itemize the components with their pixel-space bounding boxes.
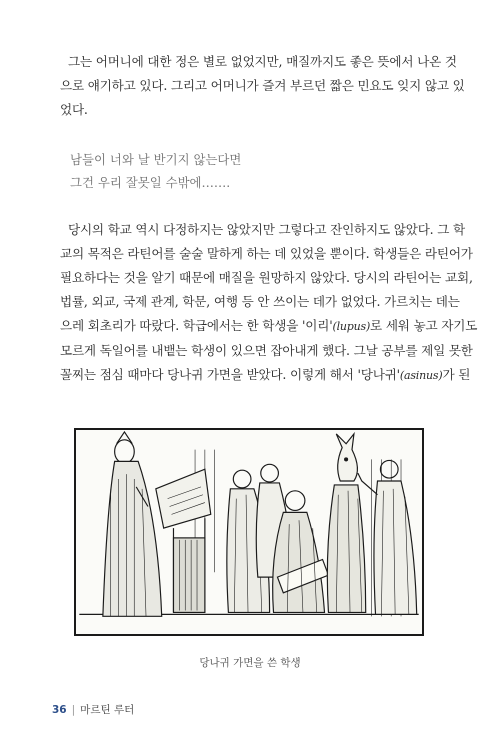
figure-caption: 당나귀 가면을 쓴 학생 bbox=[199, 657, 301, 669]
text-line bbox=[60, 314, 478, 339]
text-line: 교의 목적은 라틴어를 술술 말하게 하는 데 있었을 뿐이다. 학생들은 라틴어가 bbox=[60, 246, 473, 261]
paragraph-school bbox=[60, 218, 478, 388]
page-number: 36 bbox=[52, 704, 67, 716]
text-segment: 꼴찌는 점심 때마다 당나귀 가면을 받았다. 이렇게 해서 bbox=[60, 367, 354, 382]
text-line: 필요하다는 것을 알기 때문에 매질을 원망하지 않았다. 당시의 라틴어는 교회, bbox=[60, 270, 473, 285]
text-line: 그는 어머니에 대한 정은 별로 없었지만, 매질까지도 좋은 뜻에서 나온 것 bbox=[68, 54, 457, 69]
latin-term-lupus: (lupus) bbox=[332, 320, 371, 333]
text-segment: 로 세워 놓고 자기도 bbox=[370, 318, 478, 333]
text-line: 으로 얘기하고 있다. 그리고 어머니가 즐겨 부르던 짧은 민요도 잊지 않고 있 bbox=[60, 78, 465, 93]
footer-separator: | bbox=[71, 704, 76, 716]
poem-line: 그건 우리 잘못일 수밖에……. bbox=[70, 175, 231, 190]
latin-term-asinus: (asinus) bbox=[399, 369, 443, 382]
text-segment: 가 된 bbox=[442, 367, 471, 382]
poem-line: 남들이 너와 날 반기지 않는다면 bbox=[70, 152, 242, 167]
folk-song-quote bbox=[70, 148, 241, 194]
text-line: 모르게 독일어를 내뱉는 학생이 있으면 잡아내게 했다. 그날 공부를 제일 못한 bbox=[60, 343, 473, 358]
text-line: 었다. bbox=[60, 102, 88, 117]
text-line: 법률, 외교, 국제 관계, 학문, 여행 등 안 쓰이는 데가 없었다. 가르치는 데는 bbox=[60, 294, 460, 309]
running-title: 마르틴 루터 bbox=[80, 704, 135, 716]
page-footer bbox=[52, 702, 134, 717]
text-segment: 으레 회초리가 따랐다. 학급에서는 한 학생을 bbox=[60, 318, 299, 333]
woodcut-illustration bbox=[74, 428, 424, 636]
woodcut-classroom-drawing bbox=[76, 430, 422, 634]
quoted-term-donkey: '당나귀' bbox=[357, 367, 400, 382]
quoted-term-wolf: '이리' bbox=[302, 318, 333, 333]
text-line: 당시의 학교 역시 다정하지는 않았지만 그렇다고 잔인하지도 않았다. 그 학 bbox=[68, 222, 465, 237]
text-line bbox=[60, 363, 471, 388]
paragraph-mother bbox=[60, 50, 465, 122]
